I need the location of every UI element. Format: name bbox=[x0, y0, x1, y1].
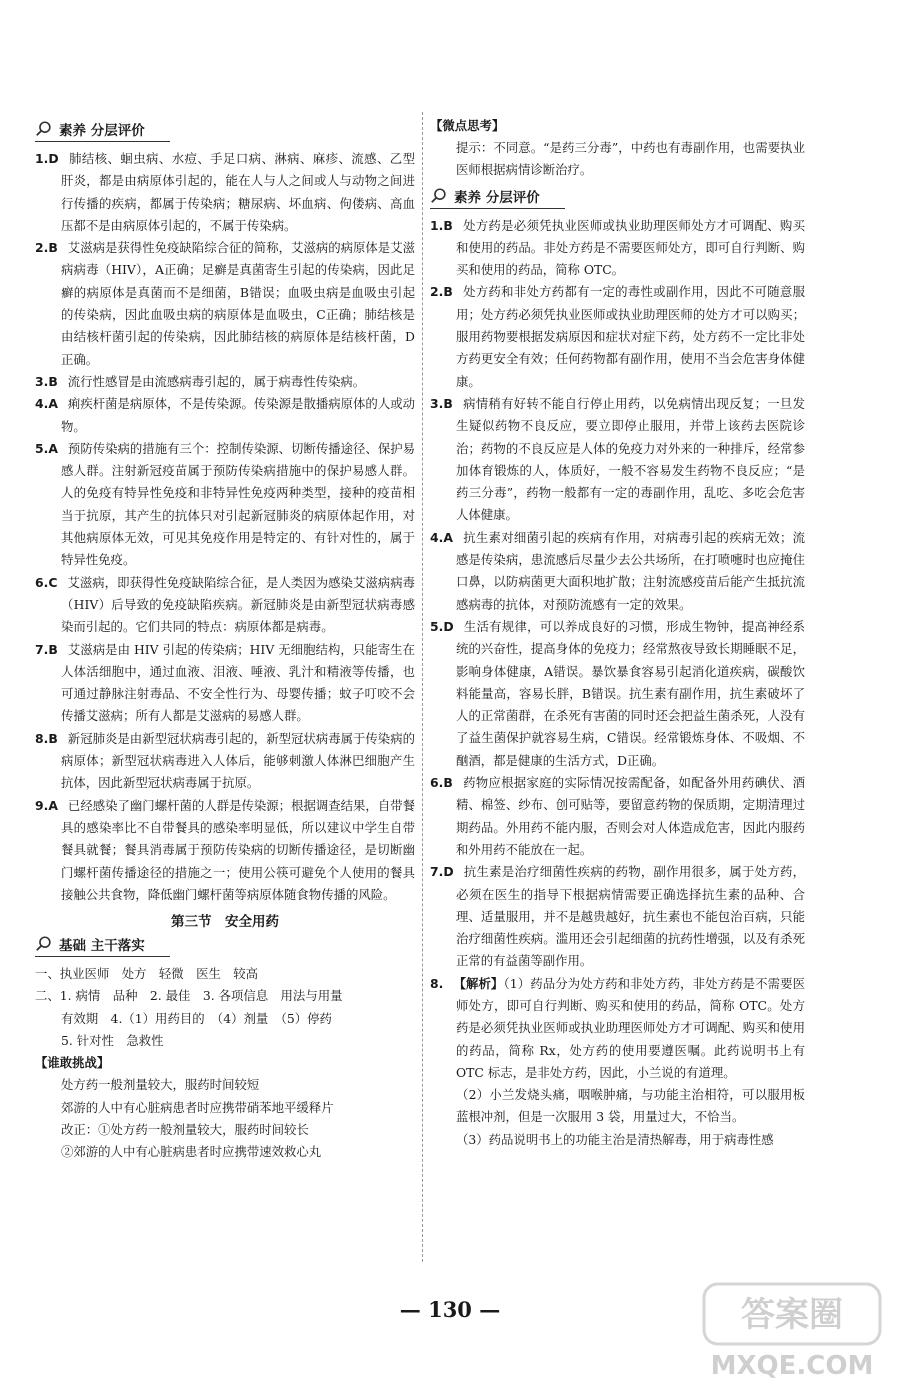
item-number: 1.B bbox=[430, 217, 453, 233]
answer-item bbox=[430, 281, 805, 392]
fill-line: 一、执业医师 处方 轻微 医生 较高 bbox=[35, 966, 259, 982]
item-number: 7.D bbox=[430, 864, 454, 880]
section-header-label: 素养 分层评价 bbox=[59, 123, 145, 139]
fill-line: 有效期 4.（1）用药目的 （4）剂量 （5）停药 bbox=[61, 1010, 332, 1026]
item-text: 抗生素对细菌引起的疾病有作用，对病毒引起的疾病无效；流感是传染病，患流感后尽量少去公共场所，在打喷嚏时也应掩住口鼻，以防病菌更大面积地扩散；注射流感疫苗后能产生抵抗流感病毒的抗体，对预防流感有一定的效果。 bbox=[456, 529, 805, 612]
item-number: 5.D bbox=[430, 618, 454, 634]
challenge-line: 改正：①处方药一般剂量较大，服药时间较长 bbox=[61, 1121, 309, 1137]
answer-item bbox=[430, 616, 805, 772]
answer-list bbox=[430, 215, 805, 973]
item-number: 2.B bbox=[35, 240, 58, 256]
answer-item bbox=[430, 861, 805, 972]
analysis-text: （1）药品分为处方药和非处方药，非处方药是不需要医师处方，即可自行判断、购买和使用的药品，简称 OTC。处方药是必须凭执业医师或执业助理医师处方才可调配、购买和使用的药品，简称 Rx，处方药的使用要遵医嘱。此药说明书上有 OTC 标志，是非处方药，因此，小兰说的有道理。 bbox=[456, 975, 806, 1080]
answer-item bbox=[35, 438, 415, 572]
analysis-text: （3）药品说明书上的功能主治是清热解毒，用于病毒性感 bbox=[456, 1131, 774, 1147]
section-header-label: 素养 分层评价 bbox=[454, 189, 540, 206]
right-column bbox=[430, 115, 805, 1151]
item-number: 3.B bbox=[35, 373, 58, 389]
item-text: 预防传染病的措施有三个：控制传染源、切断传播途径、保护易感人群。注射新冠疫苗属于预防传染病措施中的保护易感人群。人的免疫有特异性免疫和非特异性免疫两种类型，接种的疫苗相当于抗原，其产生的抗体只对引起新冠肺炎的病原体起作用，对其他病原体无效，可见其免疫作用是特定的、有针对性的，属于特异性免疫。 bbox=[61, 440, 415, 568]
section-header-label: 基础 主干落实 bbox=[59, 938, 145, 955]
item-text: 艾滋病是获得性免疫缺陷综合征的简称，艾滋病的病原体是艾滋病病毒（HIV），A正确；足癣是真菌寄生引起的传染病，因此足癣的病原体是真菌而不是细菌，B错误；血吸虫病是血吸虫引起的传染病，因此血吸虫病的病原体是血吸虫，C正确；肺结核是由结核杆菌引起的传染病，因此肺结核的病原体是结核杆菌，D正确。 bbox=[61, 240, 415, 367]
answer-item bbox=[430, 772, 805, 861]
think-text: 提示：不同意。“是药三分毒”，中药也有毒副作用，也需要执业医师根据病情诊断治疗。 bbox=[456, 140, 805, 178]
item-text: 生活有规律，可以养成良好的习惯，形成生物钟，提高神经系统的兴奋性，提高身体的免疫力；经常熬夜导致长期睡眠不足，影响身体健康，A错误。暴饮暴食容易引起消化道疾病，碳酸饮料能量高，容易长胖，B错误。抗生素有副作用，抗生素破坏了人的正常菌群，在杀死有害菌的同时还会把益生菌杀死，人没有了益生菌保护就容易生病，C错误。经常锻炼身体、不吸烟、不酗酒，都是健康的生活方式，D正确。 bbox=[456, 618, 805, 768]
magnifier-icon bbox=[35, 935, 53, 953]
challenge-line: 处方药一般剂量较大，服药时间较短 bbox=[61, 1077, 260, 1093]
item-number: 5.A bbox=[35, 440, 58, 456]
magnifier-icon bbox=[430, 187, 448, 205]
item-text: 药物应根据家庭的实际情况按需配备，如配备外用药碘伏、酒精、棉签、纱布、创可贴等，要留意药物的保质期，定期清理过期药品。外用药不能内服，否则会对人体造成危害，因此内服药和外用药不能放在一起。 bbox=[456, 775, 805, 857]
analysis-tag: 【解析】 bbox=[453, 975, 504, 991]
answer-item bbox=[35, 393, 415, 438]
svg-text:答案圈: 答案圈 bbox=[741, 1295, 843, 1335]
section-header-basic bbox=[35, 934, 170, 957]
answer-item bbox=[430, 393, 805, 527]
item-number: 9.A bbox=[35, 797, 58, 813]
answer-item bbox=[35, 237, 415, 371]
item-text: 处方药是必须凭执业医师或执业助理医师处方才可调配、购买和使用的药品。非处方药是不需要医师处方，即可自行判断、购买和使用的药品，简称 OTC。 bbox=[456, 217, 805, 278]
section-title: 第三节 安全用药 bbox=[171, 914, 279, 931]
fill-line: 5. 针对性 急救性 bbox=[61, 1032, 164, 1048]
column-divider bbox=[422, 112, 423, 1262]
item-text: 痢疾杆菌是病原体，不是传染源。传染源是散播病原体的人或动物。 bbox=[61, 396, 415, 434]
left-column bbox=[35, 115, 415, 1163]
answer-item bbox=[430, 527, 805, 616]
answer-item bbox=[35, 572, 415, 639]
section-header-literacy bbox=[35, 119, 170, 142]
challenge-tag: 【谁敢挑战】 bbox=[35, 1055, 110, 1071]
page-number: — 130 — bbox=[399, 1297, 501, 1322]
item-text: 肺结核、蛔虫病、水痘、手足口病、淋病、麻疹、流感、乙型肝炎，都是由病原体引起的，能在人与人之间或人与动物之间进行传播的疾病，都属于传染病；糖尿病、坏血病、佝偻病、高血压都不是由病原体引起的，不属于传染病。 bbox=[61, 151, 415, 233]
answer-item bbox=[35, 728, 415, 795]
answer-item bbox=[430, 215, 805, 282]
item-number: 2.B bbox=[430, 284, 453, 300]
item-text: 新冠肺炎是由新型冠状病毒引起的，新型冠状病毒属于传染病的病原体；新型冠状病毒进入人体后，能够刺激人体淋巴细胞产生抗体，因此新型冠状病毒属于抗原。 bbox=[61, 730, 415, 791]
answer-list bbox=[35, 148, 415, 906]
item-text: 艾滋病是由 HIV 引起的传染病；HIV 无细胞结构，只能寄生在人体活细胞中，通过血液、泪液、唾液、乳汁和精液等传播，也可通过静脉注射毒品、不安全性行为、母婴传播；蚊子叮咬不会传播艾滋病；所有人都是艾滋病的易感人群。 bbox=[61, 641, 415, 724]
item-number: 6.B bbox=[430, 775, 453, 791]
answer-item bbox=[35, 795, 415, 906]
item-text: 抗生素是治疗细菌性疾病的药物，副作用很多，属于处方药，必须在医生的指导下根据病情需要正确选择抗生素的品种、合理、适量服用，并不是越贵越好，抗生素也不能包治百病，只能治疗细菌性疾病。滥用还会引起细菌的抗药性增强，以及有杀死正常的有益菌等副作用。 bbox=[456, 864, 805, 969]
item-text: 病情稍有好转不能自行停止用药，以免病情出现反复；一旦发生疑似药物不良反应，要立即停止服用，并带上该药去医院诊治；药物的不良反应是人体的免疫力对外来的一种排斥，经常参加体育锻炼的人，体质好，一般不容易发生药物不良反应；“是药三分毒”，药物一般都有一定的毒副作用，乱吃、多吃会危害人体健康。 bbox=[456, 395, 805, 523]
item-number: 4.A bbox=[35, 396, 58, 412]
item-text: 处方药和非处方药都有一定的毒性或副作用，因此不可随意服用；处方药必须凭执业医师或执业助理医师的处方才可以购买；服用药物要根据发病原因和症状对症下药，处方药不一定比非处方药更安全有效；任何药物都有副作用，使用不当会危害身体健康。 bbox=[456, 284, 805, 389]
answer-item bbox=[35, 639, 415, 728]
analysis-text: （2）小兰发烧头痛，咽喉肿痛，与功能主治相符，可以服用板蓝根冲剂，但是一次服用 3 袋，用量过大，不恰当。 bbox=[456, 1087, 805, 1125]
answer-item bbox=[35, 371, 415, 393]
item-number: 6.C bbox=[35, 574, 58, 590]
item-number: 4.A bbox=[430, 529, 453, 545]
item-text: 已经感染了幽门螺杆菌的人群是传染源；根据调查结果，自带餐具的感染率比不自带餐具的感染率明显低，所以建议中学生自带餐具就餐；餐具消毒属于预防传染病的切断传播途径，是切断幽门螺杆菌传播途径的措施之一；使用公筷可避免个人使用的餐具接触公共食物，降低幽门螺杆菌等病原体随食物传播的风险。 bbox=[61, 797, 415, 902]
item-text: 艾滋病，即获得性免疫缺陷综合征，是人类因为感染艾滋病病毒（HIV）后导致的免疫缺陷疾病。新冠肺炎是由新型冠状病毒感染而引起的。它们共同的特点：病原体都是病毒。 bbox=[61, 574, 415, 635]
svg-text:MXQE.COM: MXQE.COM bbox=[710, 1351, 874, 1381]
answer-item bbox=[35, 148, 415, 237]
analysis-item bbox=[430, 973, 805, 1084]
item-number: 3.B bbox=[430, 395, 453, 411]
item-text: 流行性感冒是由流感病毒引起的，属于病毒性传染病。 bbox=[67, 373, 366, 389]
fill-line: 二、1. 病情 品种 2. 最佳 3. 各项信息 用法与用量 bbox=[35, 988, 343, 1004]
item-number: 1.D bbox=[35, 151, 59, 166]
challenge-line: 郊游的人中有心脏病患者时应携带硝苯地平缓释片 bbox=[61, 1099, 334, 1115]
item-number: 7.B bbox=[35, 641, 58, 657]
item-number: 8.B bbox=[35, 730, 58, 746]
challenge-line: ②郊游的人中有心脏病患者时应携带速效救心丸 bbox=[61, 1144, 322, 1160]
magnifier-icon bbox=[35, 120, 53, 138]
think-tag: 【微点思考】 bbox=[430, 118, 505, 133]
section-header-literacy-2 bbox=[430, 186, 565, 209]
item-number: 8. bbox=[430, 975, 444, 991]
watermark-logo bbox=[702, 1282, 882, 1382]
